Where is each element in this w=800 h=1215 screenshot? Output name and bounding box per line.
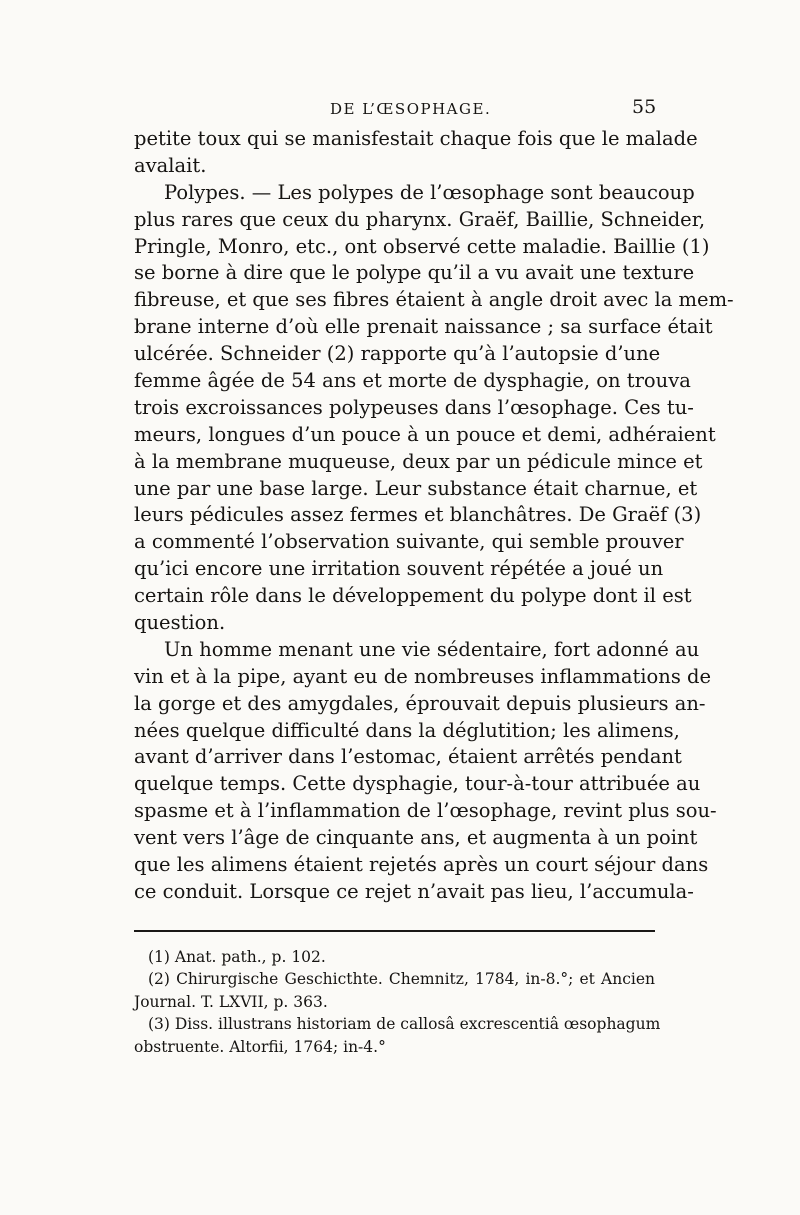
- body-line: trois excroissances polypeuses dans l’œsophage. Ces tu-: [134, 395, 694, 419]
- body-line: petite toux qui se manisfestait chaque fois que le malade: [134, 127, 698, 150]
- body-line: leurs pédicules assez fermes et blanchâtres. De Graëf (3): [134, 503, 702, 527]
- body-line: ce conduit. Lorsque ce rejet n’avait pas lieu, l’accumula-: [134, 879, 694, 903]
- body-line: se borne à dire que le polype qu’il a vu avait une texture: [134, 261, 695, 285]
- footnote-line: obstruente. Altorfii, 1764; in-4.°: [134, 1037, 386, 1056]
- body-line: plus rares que ceux du pharynx. Graëf, Baillie, Schneider,: [134, 207, 706, 231]
- body-line: nées quelque difficulté dans la déglutition; les alimens,: [134, 718, 680, 742]
- body-line: que les alimens étaient rejetés après un court séjour dans: [134, 853, 709, 877]
- body-text: [134, 126, 734, 906]
- body-line: meurs, longues d’un pouce à un pouce et demi, adhéraient: [134, 422, 716, 446]
- footnote-rule: [134, 930, 655, 932]
- running-title: DE L’ŒSOPHAGE.: [330, 100, 492, 118]
- body-line: brane interne d’où elle prenait naissance ; sa surface était: [134, 315, 713, 339]
- body-line: Polypes. — Les polypes de l’œsophage sont beaucoup: [164, 180, 695, 204]
- body-line: femme âgée de 54 ans et morte de dysphagie, on trouva: [134, 369, 691, 393]
- body-line: Un homme menant une vie sédentaire, fort adonné au: [164, 637, 700, 661]
- body-line: Pringle, Monro, etc., ont observé cette maladie. Baillie (1): [134, 234, 710, 258]
- body-line: quelque temps. Cette dysphagie, tour-à-tour attribuée au: [134, 772, 701, 796]
- body-line: une par une base large. Leur substance était charnue, et: [134, 476, 698, 500]
- body-line: avalait.: [134, 153, 207, 177]
- footnote-line: (2) Chirurgische Geschicthte. Chemnitz, 1784, in-8.°; et Ancien: [148, 970, 655, 989]
- body-line: avant d’arriver dans l’estomac, étaient arrêtés pendant: [134, 745, 682, 769]
- body-line: spasme et à l’inflammation de l’œsophage, revint plus sou-: [134, 799, 717, 823]
- body-line: fibreuse, et que ses fibres étaient à angle droit avec la mem-: [134, 288, 734, 312]
- footnotes: [134, 946, 661, 1058]
- footnote-line: (1) Anat. path., p. 102.: [148, 948, 326, 966]
- footnote-line: Journal. T. LXVII, p. 363.: [134, 992, 328, 1011]
- body-line: certain rôle dans le développement du polype dont il est: [134, 584, 692, 608]
- body-line: a commenté l’observation suivante, qui semble prouver: [134, 530, 684, 554]
- body-line: question.: [134, 611, 226, 635]
- body-line: la gorge et des amygdales, éprouvait depuis plusieurs an-: [134, 691, 706, 715]
- body-line: ulcérée. Schneider (2) rapporte qu’à l’autopsie d’une: [134, 342, 661, 366]
- body-line: vin et à la pipe, ayant eu de nombreuses inflammations de: [134, 664, 712, 688]
- body-line: qu’ici encore une irritation souvent répétée a joué un: [134, 557, 664, 581]
- footnote-line: (3) Diss. illustrans historiam de callosâ excrescentiâ œsophagum: [148, 1015, 661, 1034]
- page-number: 55: [632, 96, 657, 118]
- body-line: à la membrane muqueuse, deux par un pédicule mince et: [134, 449, 703, 473]
- body-line: vent vers l’âge de cinquante ans, et augmenta à un point: [134, 826, 698, 850]
